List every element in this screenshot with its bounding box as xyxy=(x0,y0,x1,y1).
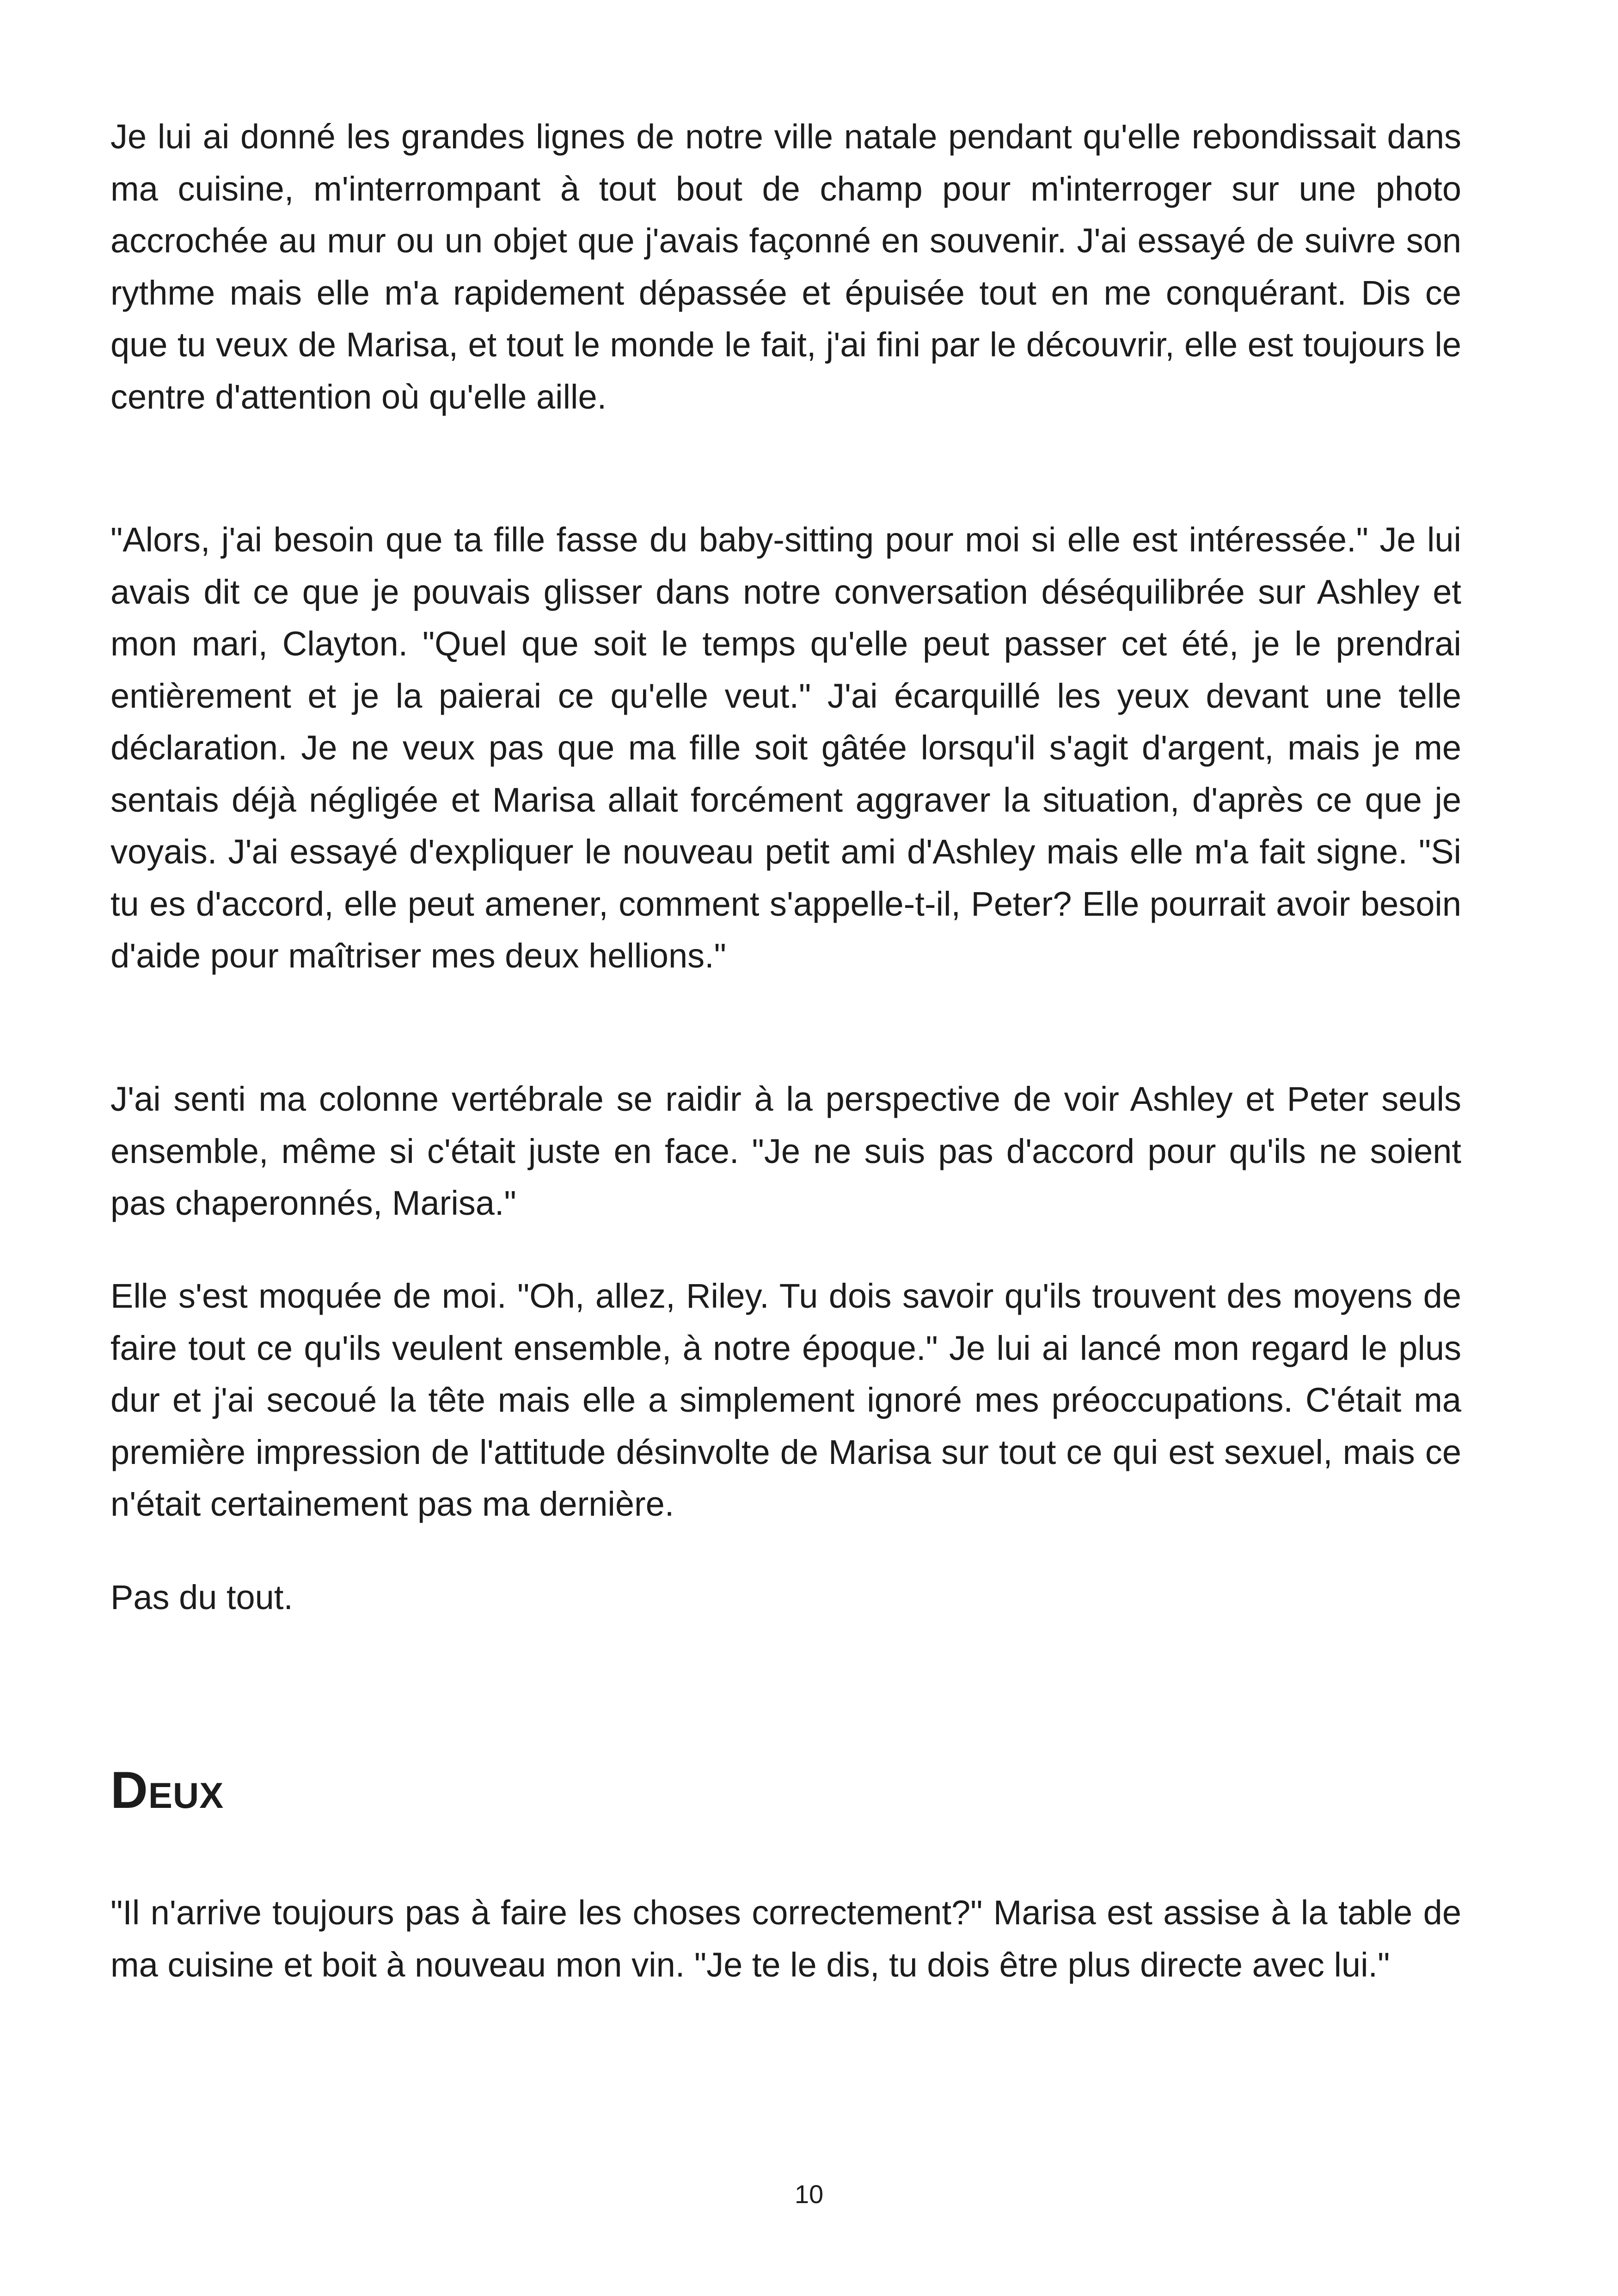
paragraph-text: Elle s'est moquée de moi. "Oh, allez, Riley. Tu dois savoir qu'ils trouvent des moyens de faire tout ce qu'ils veulent ensemble, à notre époque." Je lui ai lancé mon regard le plus dur et j'ai secoué la tête mais elle a simplement ignoré mes préoccupations. C'était ma première impression de l'attitude désinvolte de Marisa sur tout ce qui est sexuel, mais ce n'était certainement pas ma dernière. xyxy=(110,1277,1461,1523)
paragraph-2 xyxy=(110,514,1461,982)
paragraph-1 xyxy=(110,111,1461,423)
paragraph-text: Pas du tout. xyxy=(110,1578,293,1616)
chapter-heading: Deux xyxy=(110,1761,224,1819)
paragraph-5 xyxy=(110,1572,1461,1624)
paragraph-text: "Alors, j'ai besoin que ta fille fasse du baby-sitting pour moi si elle est intéressée." Je lui avais dit ce que je pouvais glisser dans notre conversation déséquilibrée sur Ashley et mon mari, Clayton. "Quel que soit le temps qu'elle peut passer cet été, je le prendrai entièrement et je la paierai ce qu'elle veut." J'ai écarquillé les yeux devant une telle déclaration. Je ne veux pas que ma fille soit gâtée lorsqu'il s'agit d'argent, mais je me sentais déjà négligée et Marisa allait forcément aggraver la situation, d'après ce que je voyais. J'ai essayé d'expliquer le nouveau petit ami d'Ashley mais elle m'a fait signe. "Si tu es d'accord, elle peut amener, comment s'appelle-t-il, Peter? Elle pourrait avoir besoin d'aide pour maîtriser mes deux hellions." xyxy=(110,520,1461,975)
paragraph-text: Je lui ai donné les grandes lignes de notre ville natale pendant qu'elle rebondissait dans ma cuisine, m'interrompant à tout bout de champ pour m'interroger sur une photo accrochée au mur ou un objet que j'avais façonné en souvenir. J'ai essayé de suivre son rythme mais elle m'a rapidement dépassée et épuisée tout en me conquérant. Dis ce que tu veux de Marisa, et tout le monde le fait, j'ai fini par le découvrir, elle est toujours le centre d'attention où qu'elle aille. xyxy=(110,117,1461,416)
paragraph-6 xyxy=(110,1887,1461,1991)
paragraph-text: J'ai senti ma colonne vertébrale se raidir à la perspective de voir Ashley et Peter seuls ensemble, même si c'était juste en face. "Je ne suis pas d'accord pour qu'ils ne soient pas chaperonnés, Marisa." xyxy=(110,1080,1461,1222)
paragraph-4 xyxy=(110,1270,1461,1531)
paragraph-3 xyxy=(110,1073,1461,1230)
paragraph-text: "Il n'arrive toujours pas à faire les choses correctement?" Marisa est assise à la table de ma cuisine et boit à nouveau mon vin. "Je te le dis, tu dois être plus directe avec lui." xyxy=(110,1893,1461,1984)
page-number: 10 xyxy=(794,2180,824,2209)
